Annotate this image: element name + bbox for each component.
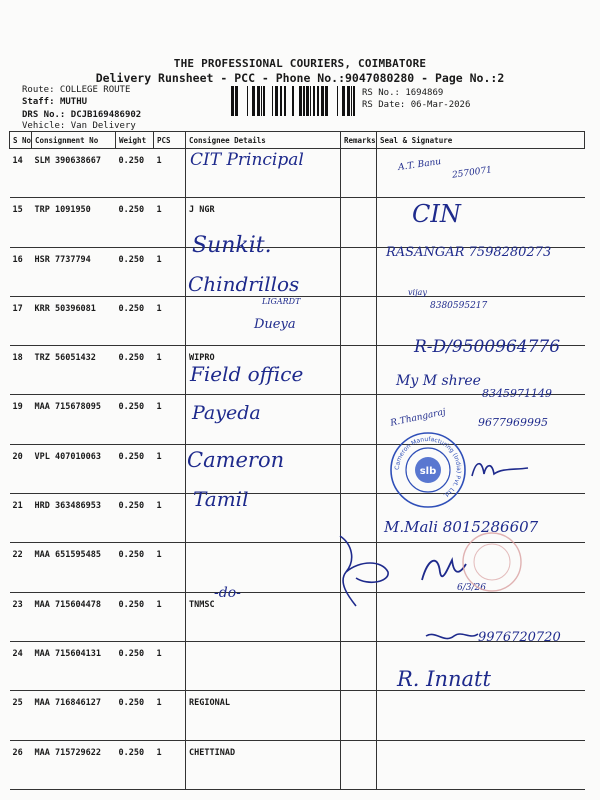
- route-label: Route: COLLEGE ROUTE: [22, 85, 131, 95]
- consignee-cell: WIPRO: [186, 346, 341, 395]
- receipt-date-24: 6/3/26: [457, 583, 486, 593]
- seal-signature-cell: [377, 691, 585, 740]
- barcode-bar: [257, 86, 260, 116]
- weight-cell: 0.250: [116, 247, 154, 296]
- col-header-seal-signature: Seal & Signature: [377, 132, 585, 149]
- weight-cell: 0.250: [116, 346, 154, 395]
- barcode-bar: [292, 86, 294, 116]
- receiver-sign-16: RASANGAR 7598280273: [386, 245, 552, 260]
- consignment-number-cell: MAA 651595485: [32, 543, 116, 592]
- consignee-signature-16: Sunkit.: [192, 233, 272, 258]
- col-header-pcs: PCS: [154, 132, 186, 149]
- receiver-phone-19: 8345971149: [482, 387, 552, 400]
- barcode-bar: [261, 86, 262, 116]
- consignment-number-cell: MAA 715729622: [32, 740, 116, 789]
- consignment-number-cell: MAA 716846127: [32, 691, 116, 740]
- receiver-sign-23: M.Mali 8015286607: [384, 518, 539, 536]
- faint-seal-stamp: [460, 530, 524, 594]
- barcode-bar: [231, 86, 234, 116]
- sno-cell: 17: [10, 296, 32, 345]
- remarks-cell: [341, 247, 377, 296]
- rs-date: RS Date: 06-Mar-2026: [362, 100, 471, 110]
- barcode-bar: [321, 86, 324, 116]
- barcode-bar: [284, 86, 286, 116]
- receiver-phone-20: 9677969995: [478, 416, 548, 429]
- barcode-bar: [263, 86, 265, 116]
- pcs-cell: 1: [154, 247, 186, 296]
- pcs-cell: 1: [154, 198, 186, 247]
- seal-signature-cell: [377, 198, 585, 247]
- receiver-phone-25: 9976720720: [478, 630, 561, 645]
- sno-cell: 25: [10, 691, 32, 740]
- sno-cell: 14: [10, 149, 32, 198]
- weight-cell: 0.250: [116, 740, 154, 789]
- barcode-bar: [272, 86, 273, 116]
- receiver-sign-26: R. Innatt: [397, 667, 491, 691]
- consignment-number-cell: TRP 1091950: [32, 198, 116, 247]
- weight-cell: 0.250: [116, 395, 154, 444]
- consignee-cell: [186, 641, 341, 690]
- receiver-name-19: My M shree: [396, 373, 481, 389]
- pcs-cell: 1: [154, 543, 186, 592]
- barcode-bar: [317, 86, 319, 116]
- sno-cell: 23: [10, 592, 32, 641]
- table-row: [10, 641, 585, 690]
- weight-cell: 0.250: [116, 444, 154, 493]
- pcs-cell: 1: [154, 395, 186, 444]
- barcode-bar: [303, 86, 305, 116]
- barcode-bar: [353, 86, 355, 116]
- remarks-cell: [341, 691, 377, 740]
- pcs-cell: 1: [154, 346, 186, 395]
- scribble-signature-25: [424, 628, 480, 648]
- sno-cell: 19: [10, 395, 32, 444]
- receiver-sign-18: R-D/9500964776: [414, 337, 561, 357]
- consignment-number-cell: MAA 715604478: [32, 592, 116, 641]
- consignment-number-cell: HRD 363486953: [32, 494, 116, 543]
- consignment-number-cell: HSR 7737794: [32, 247, 116, 296]
- barcode-bar: [280, 86, 282, 116]
- drs-label: DRS No.:: [22, 110, 66, 120]
- sno-cell: 15: [10, 198, 32, 247]
- col-header-consignment: Consignment No: [32, 132, 116, 149]
- barcode-bar: [252, 86, 255, 116]
- sno-cell: 21: [10, 494, 32, 543]
- receiver-phone-14: 2570071: [451, 165, 493, 181]
- col-header-consignee: Consignee Details: [186, 132, 341, 149]
- barcode-bar: [235, 86, 238, 116]
- barcode-bar: [347, 86, 350, 116]
- barcode: [231, 86, 356, 116]
- barcode-bar: [247, 86, 248, 116]
- sno-cell: 16: [10, 247, 32, 296]
- col-header-weight: Weight: [116, 132, 154, 149]
- sno-cell: 20: [10, 444, 32, 493]
- seal-signature-cell: [377, 740, 585, 789]
- consignment-number-cell: SLM 390638667: [32, 149, 116, 198]
- staff-value: MUTHU: [59, 97, 88, 107]
- consignee-signature-18: Dueya: [254, 317, 296, 332]
- vehicle-label: Vehicle: Van Delivery: [22, 121, 136, 131]
- consignee-signature-21: Cameron: [187, 448, 285, 472]
- consignee-signature-17: Chindrillos: [188, 272, 300, 296]
- table-row: [10, 691, 585, 740]
- consignee-signature-24: -do-: [214, 585, 241, 601]
- consignment-number-cell: VPL 407010063: [32, 444, 116, 493]
- weight-cell: 0.250: [116, 641, 154, 690]
- consignee-signature-19: Field office: [190, 362, 304, 386]
- weight-cell: 0.250: [116, 149, 154, 198]
- weight-cell: 0.250: [116, 296, 154, 345]
- consignment-number-cell: MAA 715604131: [32, 641, 116, 690]
- consignee-note-17: LIGARDT: [262, 297, 301, 306]
- sno-cell: 26: [10, 740, 32, 789]
- consignment-number-cell: TRZ 56051432: [32, 346, 116, 395]
- sno-cell: 24: [10, 641, 32, 690]
- col-header-remarks: Remarks: [341, 132, 377, 149]
- barcode-bar: [310, 86, 311, 116]
- sno-cell: 18: [10, 346, 32, 395]
- barcode-bar: [325, 86, 328, 116]
- consignee-signature-20: Payeda: [192, 402, 261, 424]
- consignment-number-cell: KRR 50396081: [32, 296, 116, 345]
- stamp-center-text: slb: [419, 466, 437, 477]
- scribble-signature-21: [470, 456, 540, 482]
- receiver-phone-17: 8380595217: [430, 301, 488, 311]
- pcs-cell: 1: [154, 691, 186, 740]
- remarks-cell: [341, 641, 377, 690]
- consignment-number-cell: MAA 715678095: [32, 395, 116, 444]
- weight-cell: 0.250: [116, 198, 154, 247]
- barcode-bar: [337, 86, 338, 116]
- pcs-cell: 1: [154, 444, 186, 493]
- barcode-bar: [275, 86, 278, 116]
- receiver-name-14: A.T. Banu: [397, 157, 442, 173]
- consignee-cell: [186, 543, 341, 592]
- drs-line: [22, 110, 141, 120]
- remarks-cell: [341, 149, 377, 198]
- company-name: THE PROFESSIONAL COURIERS, COIMBATORE: [173, 57, 427, 70]
- drs-value: DCJB169486902: [70, 110, 142, 120]
- staff-line: [22, 97, 87, 107]
- pcs-cell: 1: [154, 296, 186, 345]
- col-header-sno: S No: [10, 132, 32, 149]
- table-row: [10, 740, 585, 789]
- barcode-bar: [351, 86, 352, 116]
- barcode-bar: [299, 86, 302, 116]
- consignee-cell: CHETTINAD: [186, 740, 341, 789]
- runsheet-title: Delivery Runsheet - PCC - Phone No.:9047080280 - Page No.:2: [95, 71, 505, 85]
- pcs-cell: 1: [154, 740, 186, 789]
- consignee-cell: J NGR: [186, 198, 341, 247]
- table-row: [10, 198, 585, 247]
- rs-number: RS No.: 1694869: [362, 88, 444, 98]
- receiver-name-20: R.Thangaraj: [389, 407, 447, 429]
- consignee-cell: REGIONAL: [186, 691, 341, 740]
- consignee-signature-14: CIT Principal: [190, 150, 304, 170]
- barcode-bar: [342, 86, 345, 116]
- weight-cell: 0.250: [116, 592, 154, 641]
- weight-cell: 0.250: [116, 691, 154, 740]
- pcs-cell: 1: [154, 592, 186, 641]
- pcs-cell: 1: [154, 149, 186, 198]
- receiver-initials-15: CIN: [412, 200, 461, 228]
- remarks-cell: [341, 740, 377, 789]
- remarks-cell: [341, 296, 377, 345]
- bracket-signature: [330, 530, 400, 610]
- remarks-cell: [341, 346, 377, 395]
- company-stamp: [388, 430, 468, 510]
- weight-cell: 0.250: [116, 494, 154, 543]
- barcode-bar: [313, 86, 315, 116]
- pcs-cell: 1: [154, 494, 186, 543]
- weight-cell: 0.250: [116, 543, 154, 592]
- consignee-cell: TNMSC: [186, 592, 341, 641]
- receiver-name-17: vijay: [408, 288, 427, 297]
- staff-label: Staff:: [22, 97, 55, 107]
- pcs-cell: 1: [154, 641, 186, 690]
- table-header-row: [10, 132, 585, 149]
- remarks-cell: [341, 198, 377, 247]
- remarks-cell: [341, 444, 377, 493]
- barcode-bar: [306, 86, 309, 116]
- consignee-signature-22: Tamil: [193, 487, 249, 511]
- sno-cell: 22: [10, 543, 32, 592]
- remarks-cell: [341, 395, 377, 444]
- stamp-ring-text: Cameron Manufacturing (India) Pvt. Ltd.: [393, 435, 463, 500]
